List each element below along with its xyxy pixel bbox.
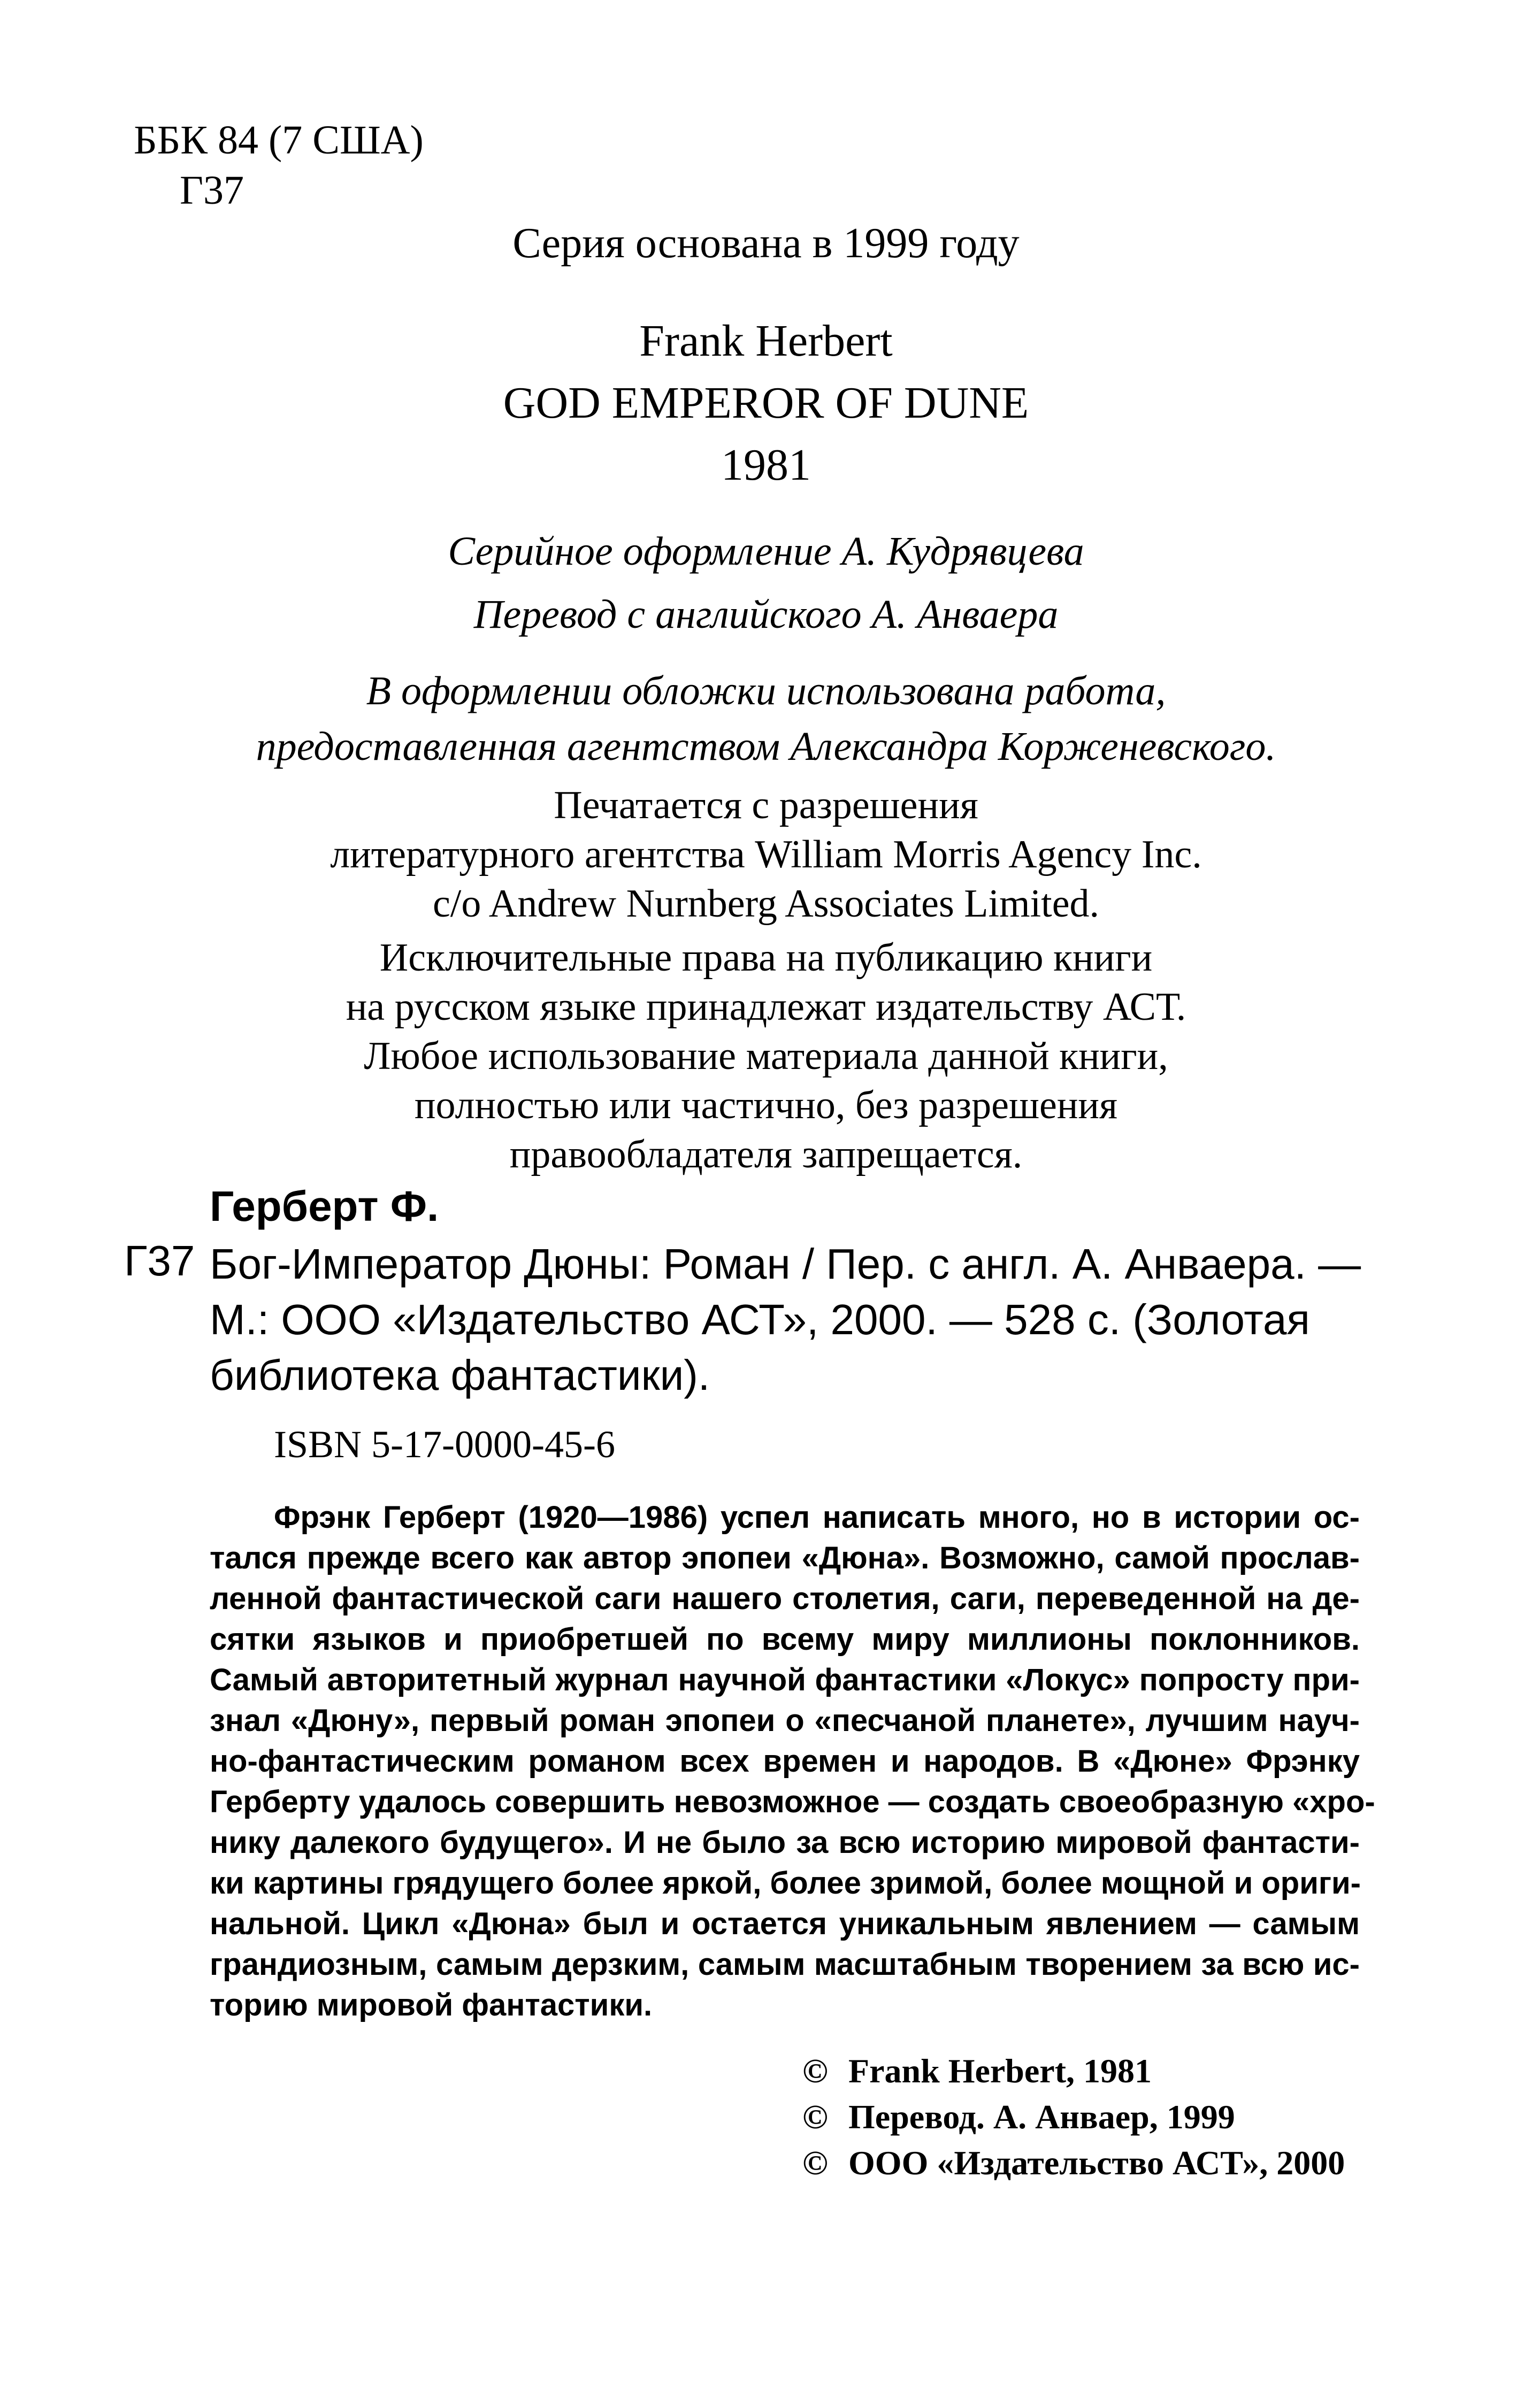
copyright-line: [802, 2048, 1345, 2094]
permission-line: Печатается с разрешения: [554, 783, 978, 827]
original-title: GOD EMPEROR OF DUNE: [503, 378, 1029, 428]
rights-note: [0, 933, 1532, 1179]
copyright-text: Перевод. А. Анваер, 1999: [848, 2098, 1235, 2136]
permission-note: [0, 781, 1532, 928]
catalog-line: библиотека фантастики).: [210, 1351, 710, 1399]
rights-line: Любое использование материала данной книги,: [364, 1034, 1168, 1078]
credits: [0, 520, 1532, 646]
bbk-code: ББК 84 (7 США): [134, 118, 424, 163]
catalog-line: Бог-Император Дюны: Роман / Пер. с англ. А. Анваера. —: [210, 1240, 1361, 1288]
annotation-line: Герберту удалось совершить невозможное — создать своеобразную «хро-: [210, 1784, 1375, 1819]
copyright-text: ООО «Издательство АСТ», 2000: [848, 2144, 1345, 2182]
annotation-line: Фрэнк Герберт (1920—1986) успел написать много, но в истории ос-: [274, 1500, 1360, 1535]
rights-line: Исключительные права на публикацию книги: [379, 936, 1153, 980]
original-author: Frank Herbert: [639, 316, 893, 366]
rights-line: на русском языке принадлежат издательству АСТ.: [346, 985, 1186, 1029]
annotation-line: знал «Дюну», первый роман эпопеи о «песчаной планете», лучшим науч-: [210, 1703, 1360, 1738]
series-design-credit: Серийное оформление А. Кудрявцева: [448, 529, 1084, 574]
cover-note-line: предоставленная агентством Александра Корженевского.: [256, 724, 1276, 769]
classification-block: [134, 115, 424, 216]
annotation-line: но-фантастическим романом всех времен и народов. В «Дюне» Фрэнку: [210, 1744, 1360, 1779]
annotation: [210, 1497, 1375, 2026]
series-note: Серия основана в 1999 году: [512, 220, 1020, 267]
rights-line: правообладателя запрещается.: [509, 1133, 1023, 1176]
permission-line: c/o Andrew Nurnberg Associates Limited.: [432, 882, 1100, 926]
annotation-line: торию мировой фантастики.: [210, 1988, 653, 2022]
cover-note-line: В оформлении обложки использована работа,: [366, 668, 1166, 713]
catalog-line: М.: ООО «Издательство АСТ», 2000. — 528 с. (Золотая: [210, 1296, 1310, 1343]
annotation-line: сятки языков и приобретшей по всему миру миллионы поклонников.: [210, 1622, 1360, 1657]
rights-line: полностью или частично, без разрешения: [414, 1083, 1118, 1127]
annotation-line: тался прежде всего как автор эпопеи «Дюна». Возможно, самой прослав-: [210, 1541, 1360, 1575]
annotation-line: нальной. Цикл «Дюна» был и остается уникальным явлением — самым: [210, 1906, 1360, 1941]
annotation-line: ки картины грядущего более яркой, более зримой, более мощной и ориги-: [210, 1866, 1361, 1901]
copyright-icon: ©: [802, 2144, 828, 2182]
copyright-block: [802, 2048, 1345, 2186]
catalog-author: Герберт Ф.: [210, 1182, 439, 1230]
annotation-line: нику далекого будущего». И не было за всю историю мировой фантасти-: [210, 1825, 1360, 1860]
copyright-icon: ©: [802, 2052, 828, 2090]
cover-note: [0, 663, 1532, 774]
annotation-line: Самый авторитетный журнал научной фантастики «Локус» попросту при-: [210, 1663, 1360, 1697]
catalog-entry: [210, 1236, 1360, 1403]
copyright-line: [802, 2094, 1345, 2140]
copyright-icon: ©: [802, 2098, 828, 2136]
copyright-text: Frank Herbert, 1981: [848, 2052, 1152, 2090]
translation-credit: Перевод с английского А. Анваера: [473, 592, 1059, 637]
annotation-line: ленной фантастической саги нашего столетия, саги, переведенной на де-: [210, 1581, 1360, 1616]
original-edition: [0, 310, 1532, 496]
copyright-line: [802, 2140, 1345, 2186]
author-mark: Г37: [180, 168, 244, 213]
catalog-author-mark: Г37: [124, 1237, 195, 1284]
isbn: ISBN 5-17-0000-45-6: [274, 1423, 615, 1466]
permission-line: литературного агентства William Morris Agency Inc.: [330, 833, 1202, 876]
original-year: 1981: [721, 440, 811, 490]
annotation-line: грандиозным, самым дерзким, самым масштабным творением за всю ис-: [210, 1947, 1360, 1982]
